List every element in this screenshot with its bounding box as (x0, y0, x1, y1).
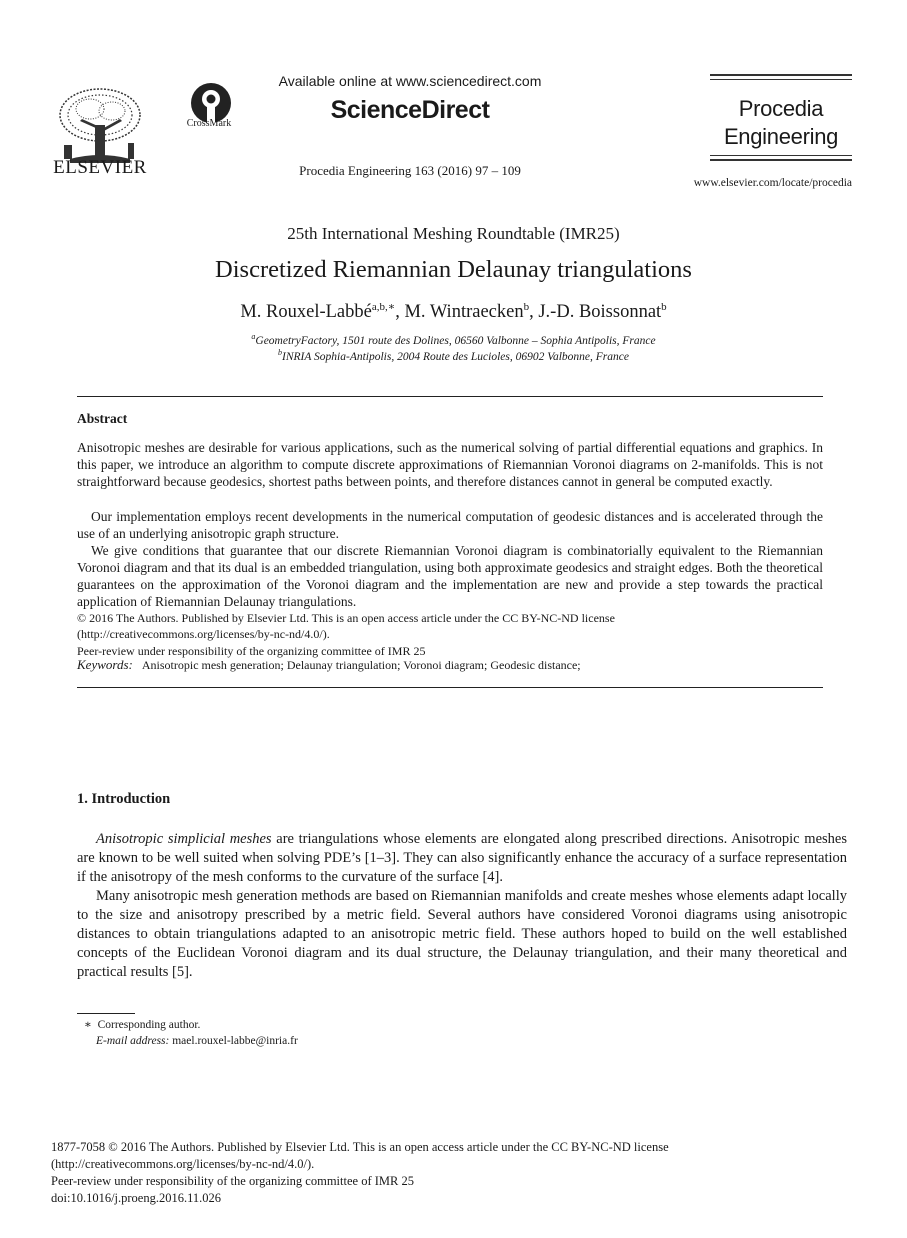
available-online-text: Available online at www.sciencedirect.com (278, 73, 542, 89)
author-affiliation-marker[interactable]: b (661, 301, 667, 313)
copyright-line: © 2016 The Authors. Published by Elsevier Ltd. This is an open access article under the CC BY-NC-ND license (77, 611, 615, 625)
journal-title-line2: Engineering (723, 124, 839, 149)
abstract-paragraph: Anisotropic meshes are desirable for various applications, such as the numerical solving of partial differential equations and graphics. In this paper, we introduce an algorithm to compute discrete approximations of Riemannian Voronoi diagrams on 2-manifolds. This is not straightforward because geodesics, shortest paths between points, and therefore distances cannot in general be computed exactly. (77, 440, 823, 489)
author-name: M. Rouxel-Labbé (240, 302, 372, 323)
author-affiliation-marker[interactable]: b (523, 301, 530, 313)
footer-peer-review: Peer-review under responsibility of the organizing committee of IMR 25 (51, 1174, 414, 1188)
affiliation (50, 332, 857, 347)
section-divider (77, 687, 823, 688)
keywords-label: Keywords: (77, 657, 133, 672)
abstract-paragraph: Our implementation employs recent developments in the numerical computation of geodesic distances and is accelerated through the use of an underlying anisotropic graph structure. (77, 509, 823, 541)
abstract-paragraph: We give conditions that guarantee that our discrete Riemannian Voronoi diagram is combinatorially equivalent to the Riemannian Voronoi diagram and that its dual is an embedded triangulation, using both approximate geodesics and straight edges. Both the theoretical guarantees on the approximation of the Voronoi diagram and the implementation are new and provide a step towards the practical application of Riemannian Delaunay triangulations. (77, 543, 823, 609)
footnote-corresponding (84, 1018, 200, 1033)
author-list (50, 300, 857, 323)
footnote-marker: ∗ (84, 1019, 92, 1031)
journal-rule (710, 159, 852, 161)
author-name: M. Wintraecken (404, 302, 524, 323)
journal-rule (710, 74, 852, 76)
paper-title: Discretized Riemannian Delaunay triangulations (215, 256, 692, 283)
elsevier-wordmark: ELSEVIER (53, 157, 147, 178)
author-separator: , (529, 302, 539, 323)
keywords-text: Anisotropic mesh generation; Delaunay triangulation; Voronoi diagram; Geodesic distance; (141, 658, 581, 672)
journal-rule (710, 79, 852, 80)
journal-reference: Procedia Engineering 163 (2016) 97 – 109 (299, 163, 521, 178)
footer-doi[interactable]: doi:10.1016/j.proeng.2016.11.026 (51, 1191, 222, 1205)
affiliation-key: a (251, 332, 256, 341)
section-heading-introduction: 1. Introduction (77, 791, 171, 807)
footnote-rule (77, 1013, 135, 1014)
author-name: J.-D. Boissonnat (538, 302, 662, 323)
emphasis-term: Anisotropic simplicial meshes (96, 831, 272, 847)
email-link[interactable]: mael.rouxel-labbe@inria.fr (172, 1035, 298, 1047)
section-divider (77, 396, 823, 397)
journal-title (710, 95, 852, 151)
footnote-text: Corresponding author. (97, 1019, 201, 1031)
abstract-heading: Abstract (77, 411, 128, 426)
footer-license-link[interactable]: (http://creativecommons.org/licenses/by-nc-nd/4.0/). (51, 1157, 315, 1171)
affiliation-text: GeometryFactory, 1501 route des Dolines, 06560 Valbonne – Sophia Antipolis, France (255, 334, 656, 347)
body-paragraph: Many anisotropic mesh generation methods are based on Riemannian manifolds and create meshes whose elements adapt locally to the size and anisotropy prescribed by a metric field. Several authors have considered Voronoi diagrams using anisotropic distances to obtain triangulations adapted to an anisotropic metric field. These authors hoped to build on the well established concepts of the Euclidean Voronoi diagram and its dual structure, the Delaunay triangulation, and their many theoretical and practical results [5]. (77, 888, 847, 980)
footnote-email (96, 1034, 298, 1049)
peer-review-note: Peer-review under responsibility of the organizing committee of IMR 25 (77, 644, 426, 658)
affiliation (50, 348, 857, 363)
journal-title-line1: Procedia (738, 96, 824, 121)
license-link[interactable]: (http://creativecommons.org/licenses/by-nc-nd/4.0/). (77, 627, 330, 641)
email-label: E-mail address: (96, 1035, 170, 1047)
author-separator: , (395, 302, 405, 323)
footer-issn-license: 1877-7058 © 2016 The Authors. Published by Elsevier Ltd. This is an open access article under the CC BY-NC-ND license (51, 1140, 669, 1154)
body-text: are triangulations whose elements are elongated along prescribed directions. Anisotropic meshes are known to be well suited when solving PDE’s [1–3]. They can also significantly enhance the accuracy of a surface representation if the anisotropy of the mesh conforms to the curvature of the surface [4]. (77, 831, 847, 885)
journal-rule (710, 155, 852, 156)
sciencedirect-logo[interactable]: ScienceDirect (330, 96, 490, 124)
keywords (77, 657, 581, 673)
crossmark-label: CrossMark (186, 118, 232, 129)
journal-url-link[interactable]: www.elsevier.com/locate/procedia (693, 177, 852, 189)
conference-name: 25th International Meshing Roundtable (IMR25) (287, 224, 620, 243)
affiliation-text: INRIA Sophia-Antipolis, 2004 Route des Lucioles, 06902 Valbonne, France (282, 350, 629, 363)
author-affiliation-marker[interactable]: a,b,∗ (371, 301, 396, 313)
body-paragraph (77, 830, 847, 887)
affiliation-key: b (278, 348, 282, 357)
